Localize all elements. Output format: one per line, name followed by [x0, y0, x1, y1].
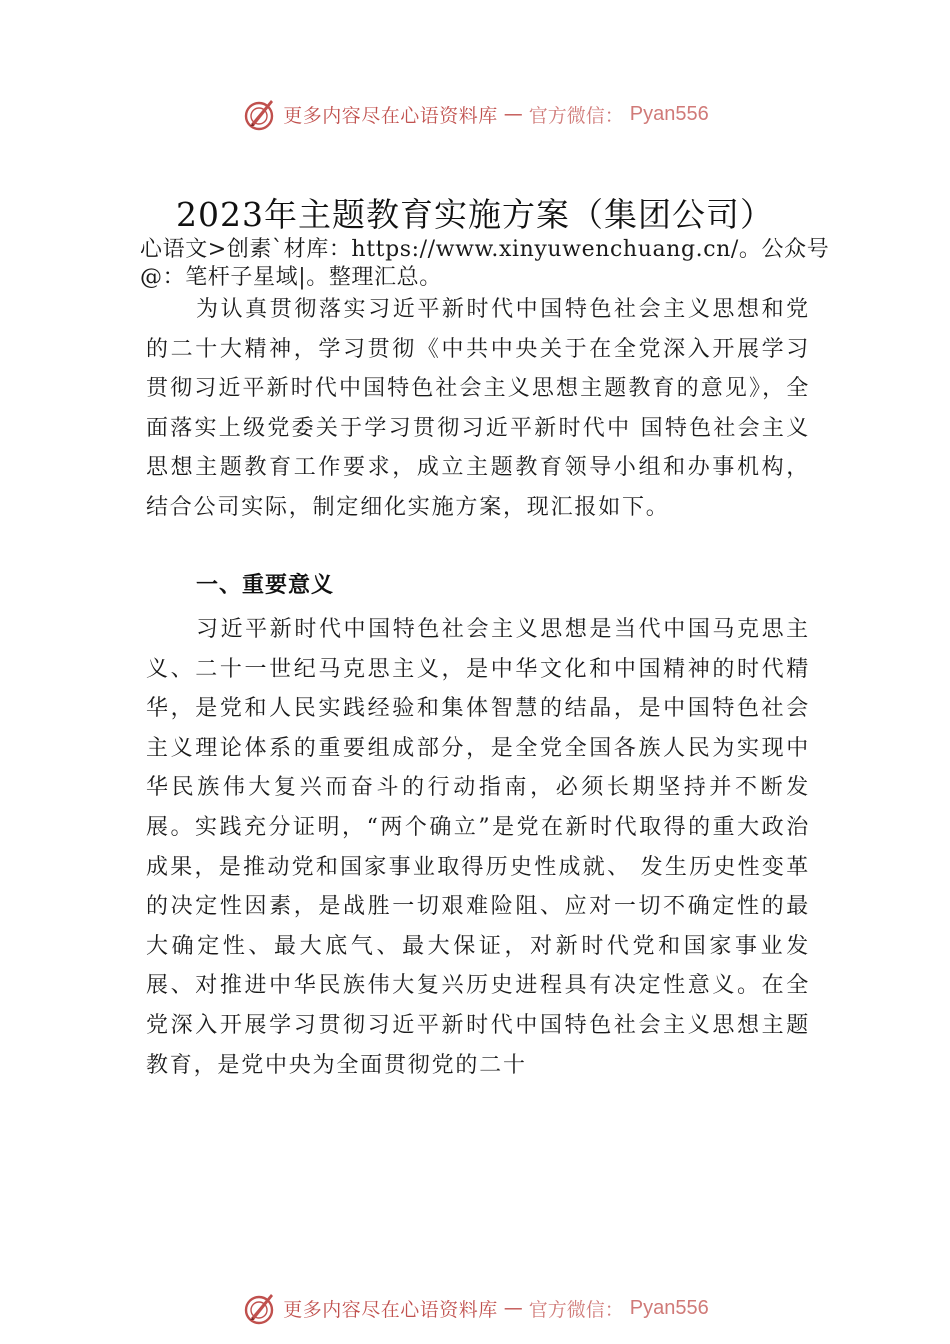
- watermark-account: Pyan556: [629, 1296, 709, 1319]
- watermark-channel: 官方微信：: [528, 104, 624, 127]
- quill-circle-icon: [241, 1290, 277, 1326]
- watermark-text: 更多内容尽在心语资料库: [283, 1298, 498, 1321]
- document-title: 2023年主题教育实施方案（集团公司）: [176, 195, 774, 234]
- watermark-account: Pyan556: [629, 102, 709, 125]
- watermark-channel: 官方微信：: [528, 1298, 624, 1321]
- source-note: 心语文>创素`材库：https://www.xinyuwenchuang.cn/。公众号@：笔杆子星域|。整理汇总。: [140, 237, 830, 290]
- watermark-dash: —: [503, 103, 523, 125]
- quill-circle-icon: [241, 96, 277, 132]
- header-watermark: [0, 94, 950, 134]
- watermark-dash: —: [503, 1297, 523, 1319]
- watermark-text: 更多内容尽在心语资料库: [283, 104, 498, 127]
- section-heading-significance: 一、重要意义: [196, 573, 335, 598]
- footer-watermark: [0, 1288, 950, 1328]
- paragraph-intro: 为认真贯彻落实习近平新时代中国特色社会主义思想和党的二十大精神，学习贯彻《中共中央关于在全党深入开展学习贯彻习近平新时代中国特色社会主义思想主题教育的意见》，全面落实上级党委关于学习贯彻习近平新时代中 国特色社会主义思想主题教育工作要求，成立主题教育领导小组和办事机构，结合公司实际，制定细化实施方案，现汇报如下。: [146, 297, 810, 520]
- paragraph-significance: 习近平新时代中国特色社会主义思想是当代中国马克思主义、二十一世纪马克思主义，是中华文化和中国精神的时代精华，是党和人民实践经验和集体智慧的结晶，是中国特色社会主义理论体系的重要组成部分，是全党全国各族人民为实现中华民族伟大复兴而奋斗的行动指南，必须长期坚持并不断发展。实践充分证明，“两个确立”是党在新时代取得的重大政治成果，是推动党和国家事业取得历史性成就、 发生历史性变革的决定性因素，是战胜一切艰难险阻、应对一切不确定性的最大确定性、最大底气、最大保证，对新时代党和国家事业发展、对推进中华民族伟大复兴历史进程具有决定性意义。在全党深入开展学习贯彻习近平新时代中国特色社会主义思想主题教育，是党中央为全面贯彻党的二十: [146, 617, 810, 1078]
